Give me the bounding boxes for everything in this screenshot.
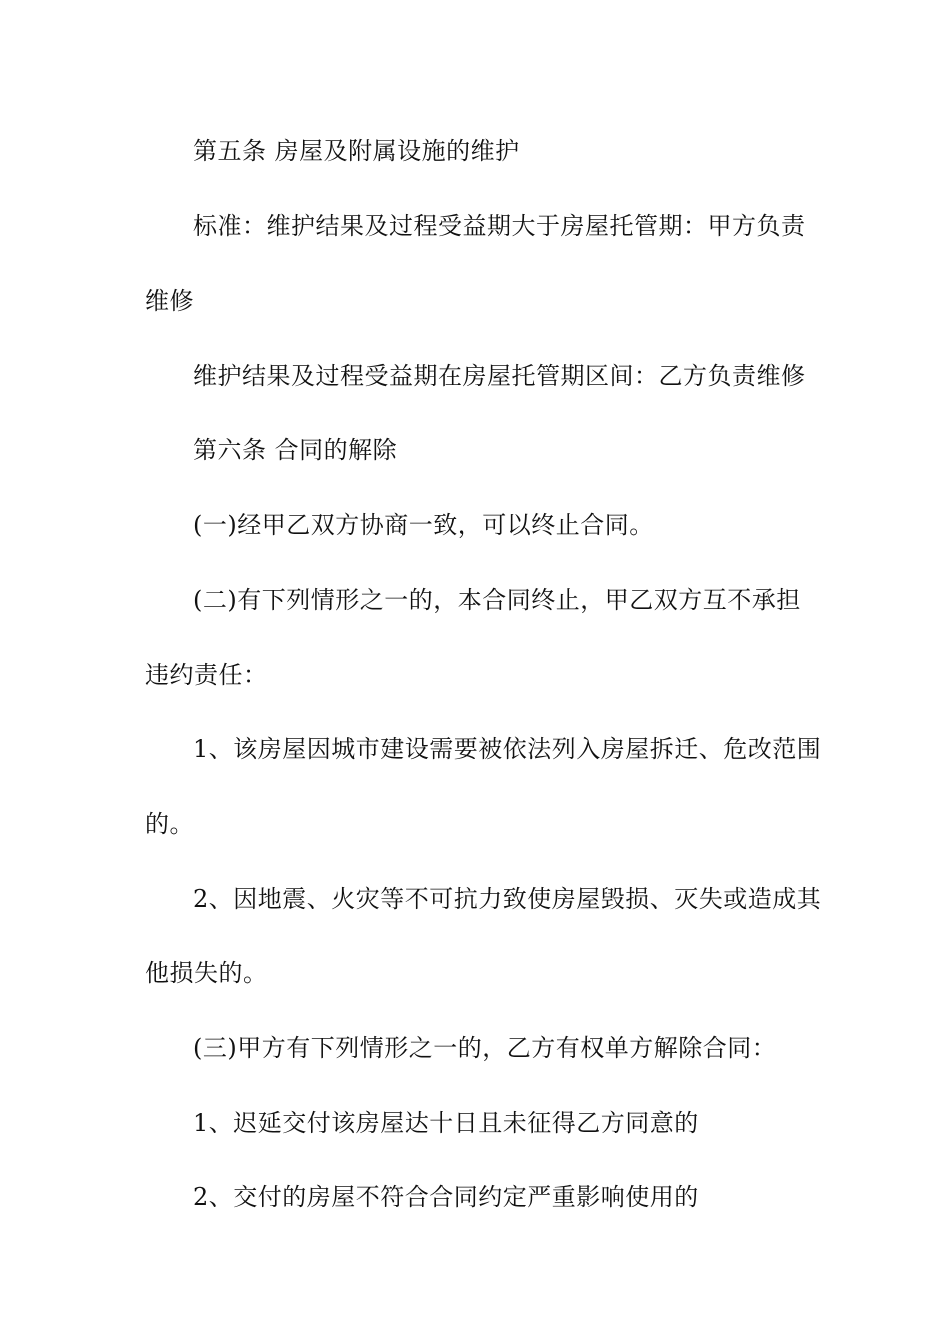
- clause-1-mutual-termination: (一)经甲乙双方协商一致，可以终止合同。: [193, 511, 654, 539]
- clause-2-item-1-line-1: 1、该房屋因城市建设需要被依法列入房屋拆迁、危改范围: [193, 735, 822, 763]
- article-5-heading: 第五条 房屋及附属设施的维护: [193, 137, 520, 165]
- clause-3-item-2: 2、交付的房屋不符合合同约定严重影响使用的: [193, 1183, 699, 1211]
- maintenance-standard-line-1: 标准：维护结果及过程受益期大于房屋托管期：甲方负责: [193, 212, 806, 240]
- clause-2-line-1: (二)有下列情形之一的，本合同终止，甲乙双方互不承担: [193, 586, 801, 614]
- clause-2-item-1-line-2: 的。: [145, 810, 194, 838]
- clause-3-item-1: 1、迟延交付该房屋达十日且未征得乙方同意的: [193, 1109, 699, 1137]
- clause-3-heading: (三)甲方有下列情形之一的，乙方有权单方解除合同：: [193, 1034, 777, 1062]
- maintenance-standard-line-2: 维修: [145, 287, 194, 315]
- clause-2-item-2-line-2: 他损失的。: [145, 959, 268, 987]
- clause-2-line-2: 违约责任：: [145, 661, 268, 689]
- article-6-heading: 第六条 合同的解除: [193, 436, 398, 464]
- clause-2-item-2-line-1: 2、因地震、火灾等不可抗力致使房屋毁损、灭失或造成其: [193, 885, 822, 913]
- maintenance-tenant-clause: 维护结果及过程受益期在房屋托管期区间：乙方负责维修: [193, 362, 806, 390]
